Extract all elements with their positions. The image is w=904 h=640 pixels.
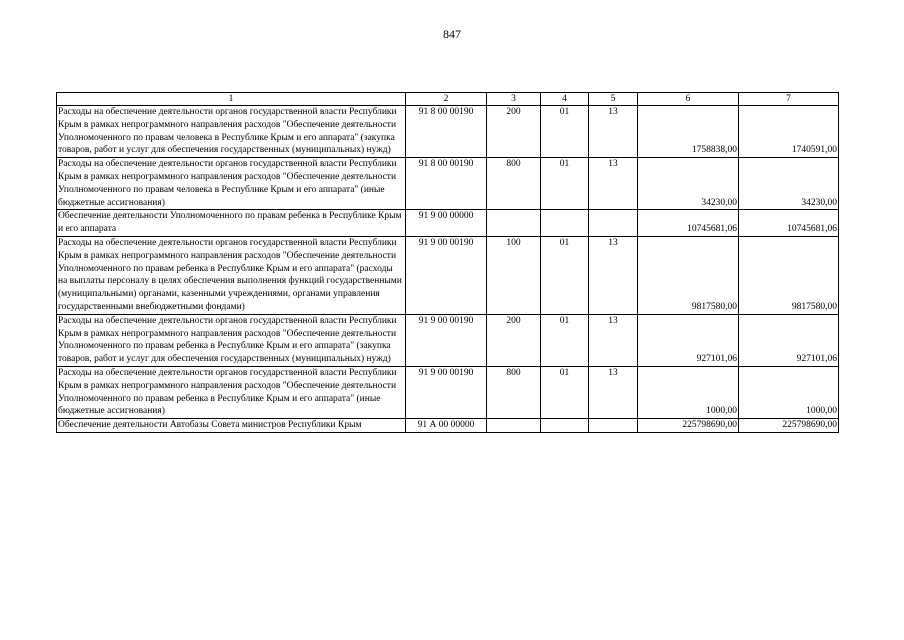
amount-col7: 34230,00 xyxy=(739,158,839,210)
amount-col6: 225798690,00 xyxy=(638,419,739,433)
amount-col7: 9817580,00 xyxy=(739,236,839,314)
target-article-code: 91 9 00 00000 xyxy=(406,210,487,237)
table-row xyxy=(57,314,839,366)
subsection-code: 13 xyxy=(589,158,638,210)
expense-type-code xyxy=(487,419,541,433)
amount-col7: 225798690,00 xyxy=(739,419,839,433)
amount-col7: 1000,00 xyxy=(739,366,839,418)
target-article-code: 91 9 00 00190 xyxy=(406,366,487,418)
subsection-code: 13 xyxy=(589,236,638,314)
amount-col6: 1000,00 xyxy=(638,366,739,418)
section-code xyxy=(541,210,589,237)
target-article-code: 91 8 00 00190 xyxy=(406,158,487,210)
section-code: 01 xyxy=(541,236,589,314)
amount-col7: 1740591,00 xyxy=(739,106,839,158)
subsection-code: 13 xyxy=(589,106,638,158)
subsection-code: 13 xyxy=(589,314,638,366)
target-article-code: 91 8 00 00190 xyxy=(406,106,487,158)
expense-name: Расходы на обеспечение деятельности органов государственной власти Республики Крым в рамках непрограммного направления расходов "Обеспечение деятельности Уполномоченного по правам ребенка в Республике Крым и его аппарата" (закупка товаров, работ и услуг для обеспечения государственных (муниципальных) нужд) xyxy=(57,314,406,366)
expense-name: Расходы на обеспечение деятельности органов государственной власти Республики Крым в рамках непрограммного направления расходов "Обеспечение деятельности Уполномоченного по правам ребенка в Республике Крым и его аппарата" (расходы на выплаты персоналу в целях обеспечения выполнения функций государственными (муниципальными) органами, казенными учреждениями, органами управления государственными внебюджетными фондами) xyxy=(57,236,406,314)
expense-name: Обеспечение деятельности Автобазы Совета министров Республики Крым xyxy=(57,419,406,433)
table-row xyxy=(57,106,839,158)
section-code: 01 xyxy=(541,158,589,210)
expense-name: Обеспечение деятельности Уполномоченного по правам ребенка в Республике Крым и его аппарата xyxy=(57,210,406,237)
table-row xyxy=(57,419,839,433)
target-article-code: 91 9 00 00190 xyxy=(406,314,487,366)
table-row xyxy=(57,236,839,314)
column-header: 6 xyxy=(638,93,739,106)
subsection-code xyxy=(589,210,638,237)
section-code: 01 xyxy=(541,106,589,158)
table-row xyxy=(57,366,839,418)
page-number: 847 xyxy=(443,27,461,41)
amount-col6: 34230,00 xyxy=(638,158,739,210)
column-header: 5 xyxy=(589,93,638,106)
expense-type-code: 800 xyxy=(487,158,541,210)
section-code xyxy=(541,419,589,433)
expense-type-code: 800 xyxy=(487,366,541,418)
amount-col7: 927101,06 xyxy=(739,314,839,366)
expense-type-code: 200 xyxy=(487,106,541,158)
amount-col6: 10745681,06 xyxy=(638,210,739,237)
section-code: 01 xyxy=(541,314,589,366)
column-header: 4 xyxy=(541,93,589,106)
amount-col7: 10745681,06 xyxy=(739,210,839,237)
expense-type-code xyxy=(487,210,541,237)
expense-type-code: 100 xyxy=(487,236,541,314)
column-header: 1 xyxy=(57,93,406,106)
table-row xyxy=(57,158,839,210)
subsection-code: 13 xyxy=(589,366,638,418)
target-article-code: 91 А 00 00000 xyxy=(406,419,487,433)
amount-col6: 927101,06 xyxy=(638,314,739,366)
amount-col6: 9817580,00 xyxy=(638,236,739,314)
table-row xyxy=(57,210,839,237)
expense-name: Расходы на обеспечение деятельности органов государственной власти Республики Крым в рамках непрограммного направления расходов "Обеспечение деятельности Уполномоченного по правам ребенка в Республике Крым и его аппарата" (иные бюджетные ассигнования) xyxy=(57,366,406,418)
column-header: 7 xyxy=(739,93,839,106)
column-header: 2 xyxy=(406,93,487,106)
table-header-row xyxy=(57,93,839,106)
budget-table xyxy=(56,92,839,433)
expense-type-code: 200 xyxy=(487,314,541,366)
subsection-code xyxy=(589,419,638,433)
target-article-code: 91 9 00 00190 xyxy=(406,236,487,314)
amount-col6: 1758838,00 xyxy=(638,106,739,158)
expense-name: Расходы на обеспечение деятельности органов государственной власти Республики Крым в рамках непрограммного направления расходов "Обеспечение деятельности Уполномоченного по правам человека в Республике Крым и его аппарата" (закупка товаров, работ и услуг для обеспечения государственных (муниципальных) нужд) xyxy=(57,106,406,158)
section-code: 01 xyxy=(541,366,589,418)
column-header: 3 xyxy=(487,93,541,106)
expense-name: Расходы на обеспечение деятельности органов государственной власти Республики Крым в рамках непрограммного направления расходов "Обеспечение деятельности Уполномоченного по правам человека в Республике Крым и его аппарата" (иные бюджетные ассигнования) xyxy=(57,158,406,210)
